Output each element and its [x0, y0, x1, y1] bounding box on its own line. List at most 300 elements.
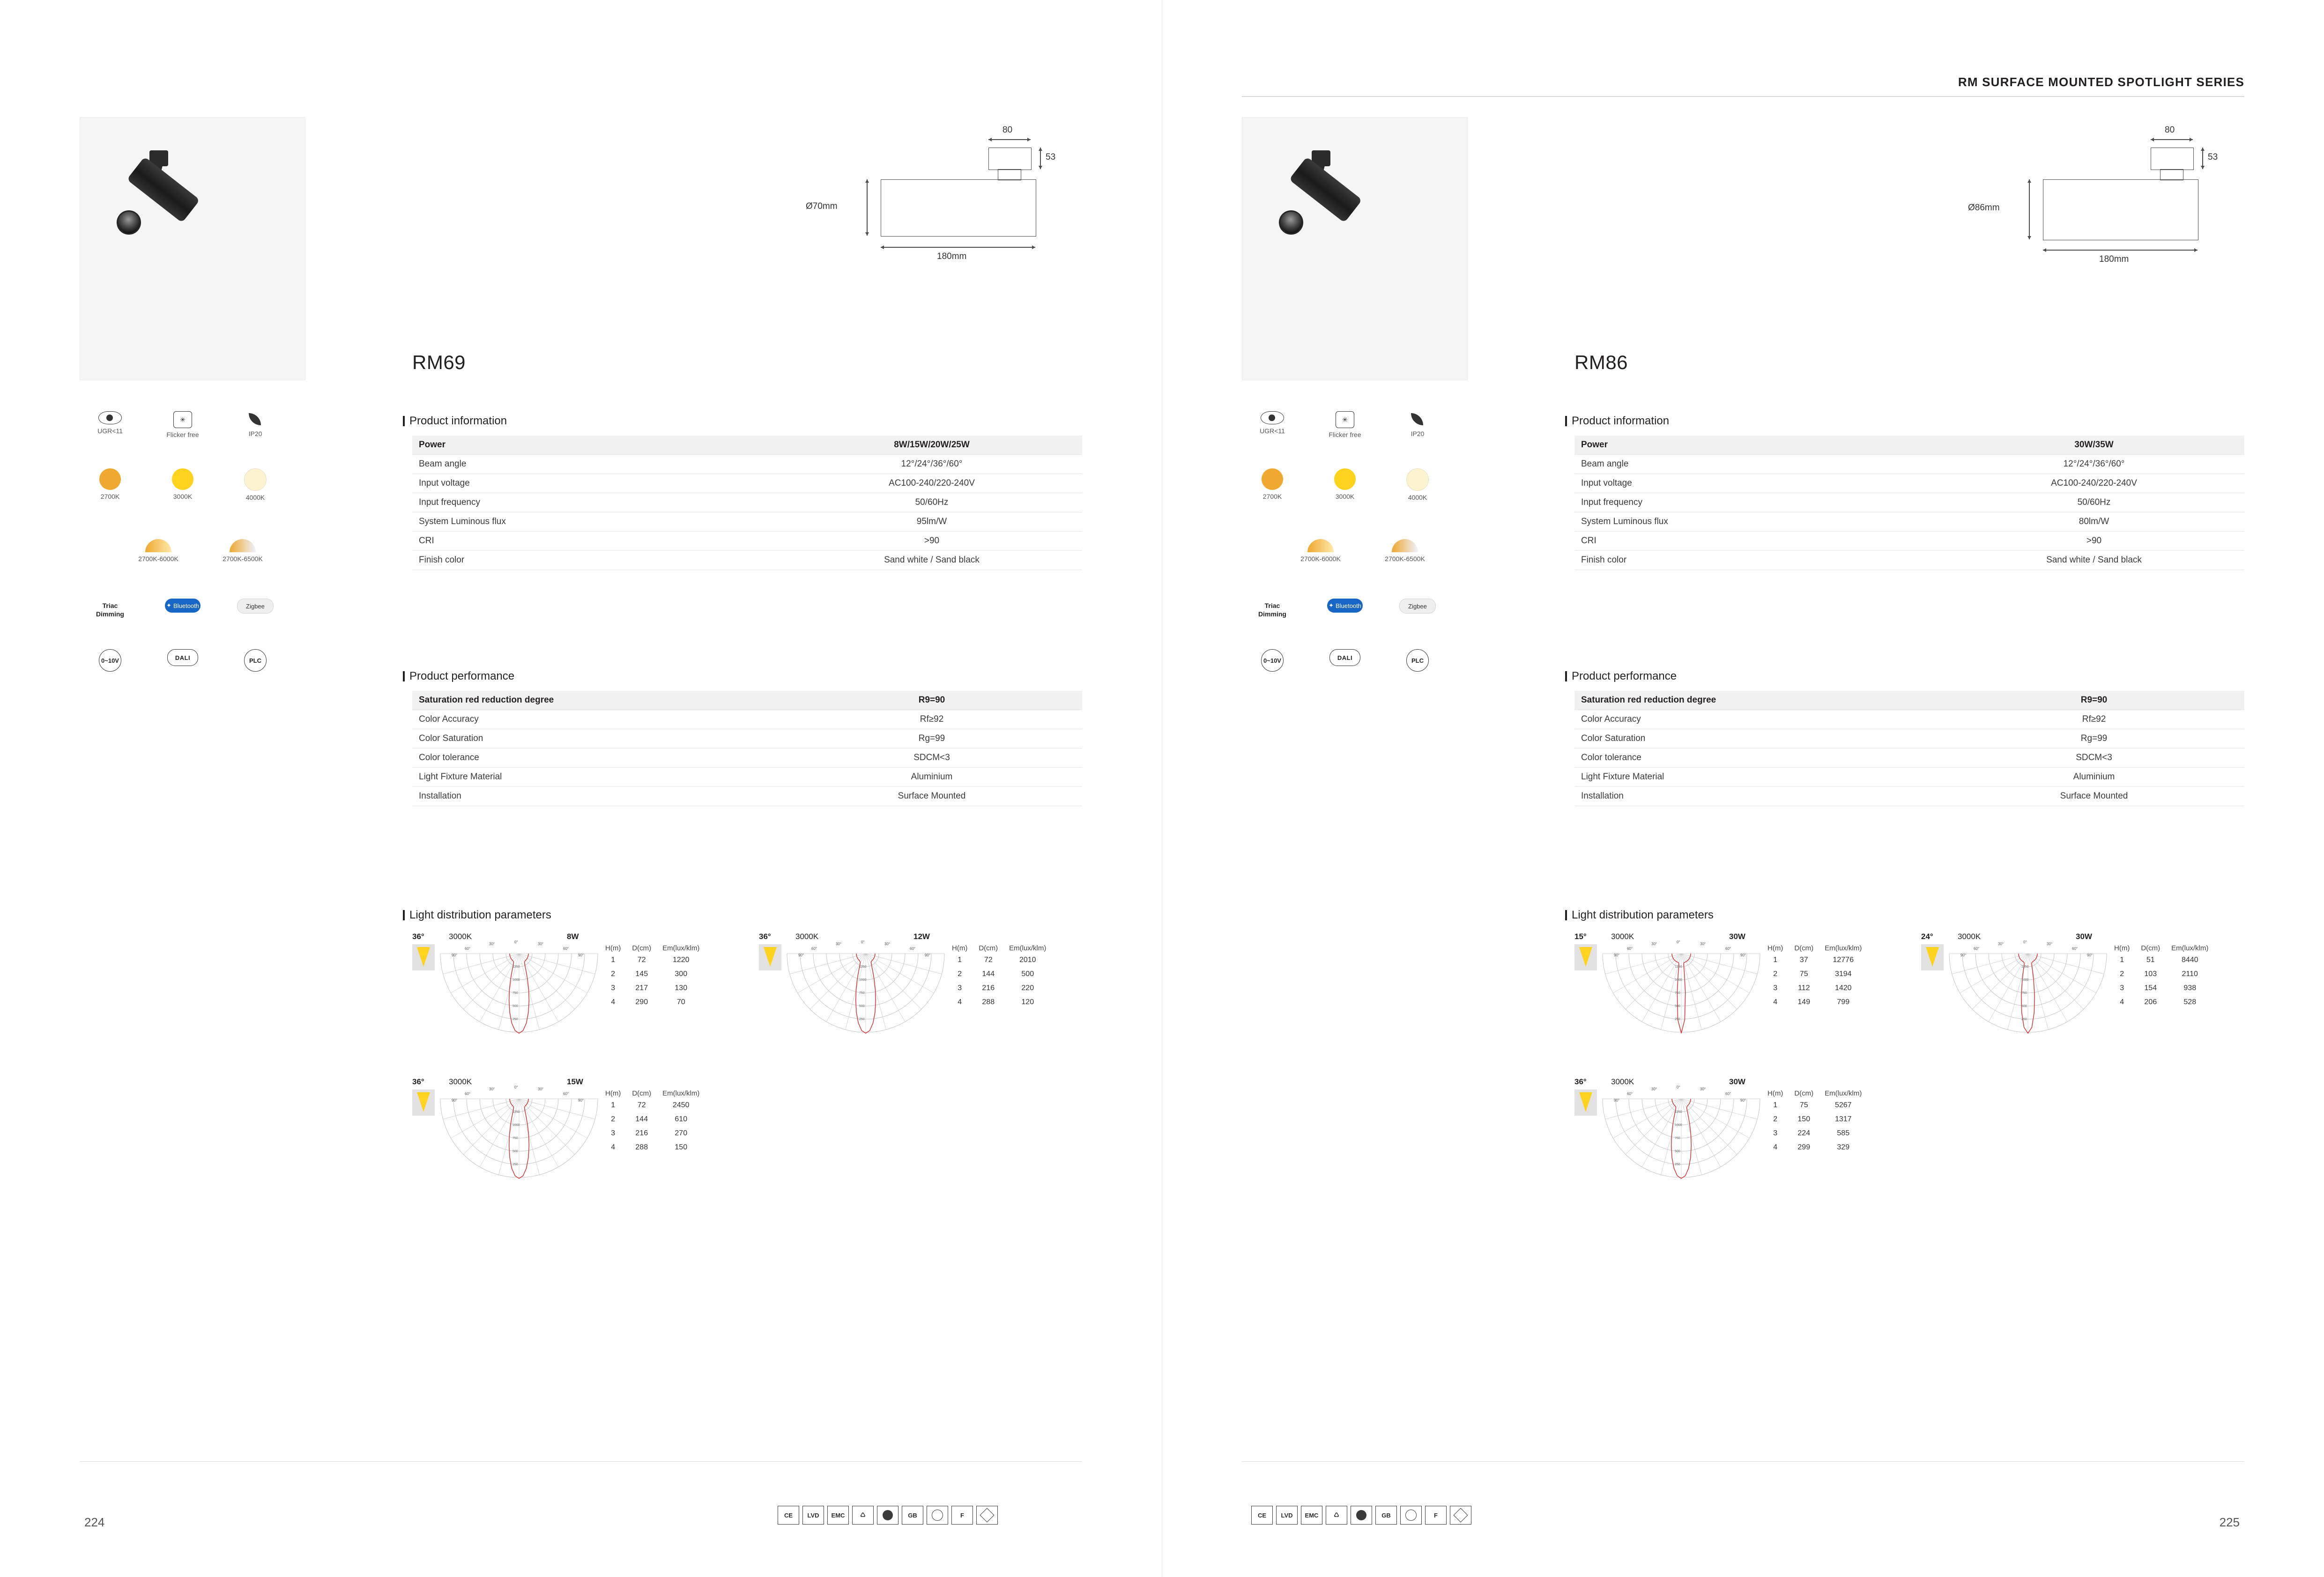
- svg-text:0°: 0°: [514, 1085, 518, 1089]
- svg-text:60°: 60°: [910, 947, 916, 951]
- ld-cell: 12776: [1833, 956, 1854, 964]
- svg-text:30°: 30°: [538, 1087, 544, 1091]
- table-row: [1574, 532, 2244, 551]
- spec-value: SDCM<3: [781, 748, 1082, 768]
- zigbee-icon: Zigbee: [237, 599, 274, 614]
- table-row: [946, 981, 1052, 995]
- svg-text:0°: 0°: [514, 940, 518, 944]
- dali-icon: DALI: [167, 649, 198, 666]
- spec-key: Power: [1574, 436, 1944, 455]
- icon-bluetooth: [148, 595, 218, 613]
- feature-icons-left: [75, 407, 337, 717]
- svg-text:750: 750: [512, 1137, 518, 1140]
- section-title-product-performance-right: Product performance: [1565, 670, 1677, 683]
- svg-text:500: 500: [2021, 1005, 2027, 1008]
- tunable-white-icon-4: [1392, 539, 1418, 552]
- ld-beam-angle: 36°: [412, 1077, 424, 1086]
- svg-text:90°: 90°: [1740, 1098, 1746, 1103]
- ld-cell: 300: [675, 970, 688, 978]
- spec-body-perf-left: [412, 691, 1082, 806]
- table-row: [1574, 691, 2244, 710]
- svg-text:60°: 60°: [1627, 1092, 1633, 1096]
- svg-text:90°: 90°: [1614, 1098, 1620, 1103]
- icon-plc: [220, 646, 290, 672]
- svg-text:60°: 60°: [465, 947, 471, 951]
- spec-value: Sand white / Sand black: [1944, 551, 2244, 570]
- ld-cell: 528: [2183, 998, 2197, 1006]
- spec-value: R9=90: [1944, 691, 2244, 710]
- ld-cell: 154: [2144, 984, 2157, 992]
- table-row: [412, 691, 1082, 710]
- svg-text:250: 250: [1675, 1018, 1680, 1021]
- spec-value: Rf≥92: [781, 710, 1082, 729]
- svg-text:60°: 60°: [1974, 947, 1980, 951]
- table-row: [1574, 474, 2244, 493]
- drop-icon: [246, 411, 265, 427]
- spec-key: Finish color: [1574, 551, 1944, 570]
- spec-value: R9=90: [781, 691, 1082, 710]
- ld-column-header: H(m): [2114, 944, 2130, 952]
- ld-cell: 938: [2183, 984, 2197, 992]
- cct-2700-swatch-2: [1262, 468, 1283, 490]
- ld-column-header: D(cm): [979, 944, 998, 952]
- ld-cell: 150: [1797, 1115, 1811, 1123]
- ld-wattage: 30W: [1729, 932, 1745, 941]
- spec-value: AC100-240/220-240V: [781, 474, 1082, 493]
- svg-text:1250: 1250: [2021, 965, 2029, 969]
- ld-cell: 130: [675, 984, 688, 992]
- icon-triac-dimming: Triac Dimming: [96, 602, 124, 618]
- cert-ccc-icon-2: [1400, 1506, 1422, 1525]
- ld-cell: 1: [2120, 956, 2124, 964]
- table-row: [412, 748, 1082, 768]
- spec-table-information-left: [412, 436, 1082, 570]
- table-row: [1574, 551, 2244, 570]
- ld-column-header: Em(lux/klm): [1009, 944, 1047, 952]
- ld-column-header: Em(lux/klm): [1825, 1089, 1862, 1097]
- table-row: [600, 967, 705, 981]
- spec-key: Color tolerance: [412, 748, 781, 768]
- ld-cell: 149: [1797, 998, 1811, 1006]
- ld-cell: 72: [637, 1101, 646, 1109]
- cert-ccc-icon: [927, 1506, 948, 1525]
- table-row: [1574, 512, 2244, 532]
- spec-key: Input voltage: [412, 474, 781, 493]
- spec-key: Saturation red reduction degree: [1574, 691, 1944, 710]
- table-row: [2109, 995, 2214, 1009]
- svg-text:250: 250: [1675, 1163, 1680, 1166]
- model-name-right: RM86: [1574, 351, 1628, 373]
- ld-cell: 4: [611, 1143, 616, 1151]
- light-distribution-block: [1574, 932, 1902, 1068]
- ld-cell: 3194: [1834, 970, 1852, 978]
- ld-cell: 270: [675, 1129, 688, 1137]
- ld-cell: 2010: [1019, 956, 1036, 964]
- section-title-light-distribution-right: Light distribution parameters: [1565, 909, 1714, 922]
- table-row: [1762, 1112, 1867, 1126]
- table-row: [1762, 953, 1867, 967]
- svg-text:90°: 90°: [925, 953, 931, 957]
- ld-cell: 4: [2120, 998, 2124, 1006]
- icon-tunable-2700-6500: 2700K-6500K: [196, 532, 290, 563]
- ld-cell: 3: [1773, 984, 1778, 992]
- v0-10-icon: 0~10V: [99, 649, 121, 672]
- table-row: [1574, 436, 2244, 455]
- cert-rohs-icon-2: ♺: [1326, 1506, 1347, 1525]
- table-row: [412, 551, 1082, 570]
- light-distribution-block: [1921, 932, 2249, 1068]
- svg-text:60°: 60°: [811, 947, 817, 951]
- ld-cell: 2: [611, 1115, 616, 1123]
- ld-cell: 75: [1799, 970, 1808, 978]
- page-number-right: 225: [2219, 1515, 2240, 1529]
- ld-column-header: D(cm): [1794, 1089, 1814, 1097]
- svg-text:30°: 30°: [538, 942, 544, 946]
- icon-tunable-2700-6500-2: 2700K-6500K: [1358, 532, 1452, 563]
- page-number-left: 224: [84, 1515, 105, 1529]
- svg-text:90°: 90°: [1740, 953, 1746, 957]
- bluetooth-icon-2: ✦ Bluetooth: [1327, 599, 1363, 613]
- svg-text:500: 500: [1675, 1150, 1680, 1153]
- svg-text:0°: 0°: [861, 940, 865, 944]
- cert-emc-icon: EMC: [827, 1506, 849, 1525]
- dim-top-width-left: 80: [1002, 125, 1013, 135]
- spec-key: Color Saturation: [1574, 729, 1944, 748]
- svg-text:30°: 30°: [836, 942, 842, 946]
- spec-table-performance-left: [412, 691, 1082, 806]
- svg-text:60°: 60°: [1627, 947, 1633, 951]
- spotlight-illustration: [108, 146, 211, 267]
- svg-text:250: 250: [859, 1018, 865, 1021]
- footer-rule-right: [1242, 1461, 2244, 1462]
- icon-cct-2700k: 2700K: [75, 468, 145, 501]
- cert-ce-icon-2: CE: [1251, 1506, 1273, 1525]
- certification-marks-right: [1251, 1506, 1471, 1525]
- spec-key: System Luminous flux: [1574, 512, 1944, 532]
- ld-column-header: Em(lux/klm): [662, 944, 700, 952]
- ld-cell: 3: [611, 1129, 616, 1137]
- ld-data-table: [600, 943, 705, 1009]
- ld-column-header: H(m): [605, 944, 621, 952]
- footer-rule-left: [80, 1461, 1082, 1462]
- svg-text:1000: 1000: [512, 978, 520, 982]
- svg-text:60°: 60°: [563, 947, 569, 951]
- spec-key: Light Fixture Material: [412, 768, 781, 787]
- ld-cell: 1420: [1834, 984, 1852, 992]
- cert-f-icon-2: F: [1425, 1506, 1447, 1525]
- cct-4000-swatch-2: [1406, 468, 1429, 491]
- ld-cell: 3: [958, 984, 962, 992]
- table-row: [1762, 1098, 1867, 1112]
- table-row: [412, 768, 1082, 787]
- ld-cell: 1: [958, 956, 962, 964]
- icon-0-10v-2: [1237, 646, 1307, 672]
- table-row: [1574, 710, 2244, 729]
- svg-text:250: 250: [512, 1018, 518, 1021]
- product-photo-right: [1242, 117, 1468, 380]
- icon-cct-3000k-2: 3000K: [1310, 468, 1380, 501]
- ld-beam-angle: 36°: [1574, 1077, 1587, 1086]
- ld-cell: 3: [2120, 984, 2124, 992]
- spec-key: Color tolerance: [1574, 748, 1944, 768]
- ld-cell: 1317: [1834, 1115, 1852, 1123]
- cct-3000-swatch-2: [1334, 468, 1356, 490]
- icon-ugr-2: UGR<11: [1237, 407, 1307, 436]
- table-row: [2109, 953, 2214, 967]
- table-row: [412, 436, 1082, 455]
- ld-cell: 288: [982, 998, 995, 1006]
- svg-text:1000: 1000: [859, 978, 867, 982]
- ld-cell: 216: [982, 984, 995, 992]
- ld-column-header: H(m): [1767, 944, 1783, 952]
- polar-diagram: [795, 942, 936, 1041]
- table-row: [412, 493, 1082, 512]
- spec-value: Aluminium: [781, 768, 1082, 787]
- light-distribution-block: [759, 932, 1087, 1068]
- spec-value: Surface Mounted: [781, 787, 1082, 806]
- ld-data-table: [1762, 1088, 1867, 1155]
- spec-value: Rg=99: [1944, 729, 2244, 748]
- svg-text:90°: 90°: [452, 953, 458, 957]
- svg-text:30°: 30°: [1998, 942, 2004, 946]
- spec-value: 50/60Hz: [1944, 493, 2244, 512]
- spec-value: 80lm/W: [1944, 512, 2244, 532]
- svg-text:500: 500: [859, 1005, 865, 1008]
- svg-text:250: 250: [2021, 1018, 2027, 1021]
- page-right: [1162, 0, 2324, 1577]
- table-row: [1574, 748, 2244, 768]
- table-row: [600, 953, 705, 967]
- ld-cell: 70: [676, 998, 685, 1006]
- dim-top-height-left: 53: [1046, 152, 1056, 162]
- ld-cell: 290: [635, 998, 648, 1006]
- spec-value: Rg=99: [781, 729, 1082, 748]
- svg-text:1000: 1000: [1675, 978, 1682, 982]
- spec-body-info-right: [1574, 436, 2244, 570]
- flicker-icon-2: ✳: [1336, 411, 1354, 428]
- svg-text:1000: 1000: [2021, 978, 2029, 982]
- ld-wattage: 12W: [913, 932, 930, 941]
- model-name-left: RM69: [412, 351, 466, 373]
- svg-text:60°: 60°: [1725, 947, 1731, 951]
- spec-value: Rf≥92: [1944, 710, 2244, 729]
- tunable-white-icon-2: [230, 539, 256, 552]
- tunable-white-icon-3: [1307, 539, 1334, 552]
- ld-cell: 220: [1021, 984, 1034, 992]
- polar-diagram: [1611, 942, 1752, 1041]
- ld-wattage: 15W: [567, 1077, 583, 1086]
- table-row: [412, 512, 1082, 532]
- table-row: [2109, 981, 2214, 995]
- svg-text:30°: 30°: [2047, 942, 2053, 946]
- ld-cct: 3000K: [1958, 932, 1981, 941]
- table-row: [1574, 493, 2244, 512]
- cct-2700-swatch: [99, 468, 121, 490]
- ld-cell: 1: [1773, 1101, 1778, 1109]
- table-row: [600, 1098, 705, 1112]
- header-rule: [1242, 96, 2244, 97]
- spec-value: 50/60Hz: [781, 493, 1082, 512]
- svg-text:90°: 90°: [2087, 953, 2093, 957]
- ld-cell: 145: [635, 970, 648, 978]
- spec-value: >90: [1944, 532, 2244, 551]
- table-row: [600, 1112, 705, 1126]
- ld-cell: 217: [635, 984, 648, 992]
- svg-text:60°: 60°: [2072, 947, 2078, 951]
- cert-lvd-icon: LVD: [802, 1506, 824, 1525]
- icon-0-10v: [75, 646, 145, 672]
- icon-zigbee: [220, 595, 290, 614]
- spec-key: Beam angle: [1574, 455, 1944, 474]
- dim-length-left: 180mm: [937, 252, 967, 261]
- ld-cell: 4: [1773, 998, 1778, 1006]
- ld-beam-angle: 36°: [759, 932, 771, 941]
- table-row: [412, 532, 1082, 551]
- svg-text:1250: 1250: [512, 965, 520, 969]
- ld-data-table: [946, 943, 1052, 1009]
- section-title-product-information-left: Product information: [403, 415, 507, 428]
- ld-column-header: D(cm): [1794, 944, 1814, 952]
- plc-icon: PLC: [244, 649, 267, 672]
- table-row: [412, 729, 1082, 748]
- spec-value: 12°/24°/36°/60°: [1944, 455, 2244, 474]
- ld-cell: 2110: [2182, 970, 2198, 978]
- polar-diagram: [449, 942, 589, 1041]
- cert-gb-icon-2: GB: [1375, 1506, 1397, 1525]
- cert-f-icon: F: [951, 1506, 973, 1525]
- ld-beam-angle: 36°: [412, 932, 424, 941]
- svg-text:750: 750: [859, 992, 865, 995]
- spec-key: Color Accuracy: [412, 710, 781, 729]
- ld-column-header: D(cm): [2141, 944, 2161, 952]
- ld-cell: 1: [1773, 956, 1778, 964]
- cert-emc-icon-2: EMC: [1301, 1506, 1322, 1525]
- icon-tunable-2700-6000-2: 2700K-6000K: [1274, 532, 1367, 563]
- cert-rohs-icon: ♺: [852, 1506, 874, 1525]
- table-row: [1762, 995, 1867, 1009]
- ld-column-header: H(m): [952, 944, 968, 952]
- svg-text:60°: 60°: [1725, 1092, 1731, 1096]
- eye-icon: [98, 411, 122, 424]
- section-title-product-information-right: Product information: [1565, 415, 1669, 428]
- spec-key: Power: [412, 436, 781, 455]
- svg-text:60°: 60°: [563, 1092, 569, 1096]
- svg-text:90°: 90°: [1960, 953, 1967, 957]
- table-row: [412, 710, 1082, 729]
- svg-text:500: 500: [512, 1005, 518, 1008]
- icon-cct-3000k: 3000K: [148, 468, 218, 501]
- light-distribution-block: [412, 1077, 740, 1213]
- ld-cell: 2: [1773, 1115, 1778, 1123]
- flicker-icon: ✳: [173, 411, 192, 428]
- spec-key: Saturation red reduction degree: [412, 691, 781, 710]
- icon-cct-4000k-2: 4000K: [1382, 468, 1453, 502]
- v0-10-icon-2: 0~10V: [1261, 649, 1284, 672]
- svg-text:500: 500: [512, 1150, 518, 1153]
- table-row: [600, 981, 705, 995]
- svg-text:90°: 90°: [578, 953, 584, 957]
- svg-text:0°: 0°: [1677, 940, 1680, 944]
- ld-cell: 585: [1837, 1129, 1850, 1137]
- spec-value: 95lm/W: [781, 512, 1082, 532]
- svg-text:30°: 30°: [489, 1087, 495, 1091]
- dimension-drawing-right: [1968, 119, 2268, 316]
- table-row: [1762, 967, 1867, 981]
- icon-dali: [148, 646, 218, 666]
- icon-zigbee-2: [1382, 595, 1453, 614]
- svg-text:1000: 1000: [512, 1124, 520, 1127]
- cct-3000-swatch: [172, 468, 193, 490]
- svg-text:30°: 30°: [884, 942, 891, 946]
- svg-text:500: 500: [1675, 1005, 1680, 1008]
- icon-dali-2: [1310, 646, 1380, 666]
- beam-thumbnail-icon: [759, 944, 781, 970]
- beam-thumbnail-icon: [1574, 1089, 1597, 1116]
- ld-cell: 37: [1799, 956, 1808, 964]
- ld-cell: 500: [1021, 970, 1034, 978]
- ld-cell: 2: [1773, 970, 1778, 978]
- ld-column-header: H(m): [605, 1089, 621, 1097]
- icon-ip20-2: IP20: [1382, 407, 1453, 438]
- ld-wattage: 30W: [2076, 932, 2092, 941]
- table-row: [412, 787, 1082, 806]
- ld-cct: 3000K: [1611, 1077, 1634, 1086]
- svg-text:30°: 30°: [1651, 942, 1657, 946]
- svg-text:1250: 1250: [1675, 965, 1682, 969]
- icon-plc-2: [1382, 646, 1453, 672]
- ld-cell: 216: [635, 1129, 648, 1137]
- ld-column-header: Em(lux/klm): [2171, 944, 2209, 952]
- dim-diameter-left: Ø70mm: [806, 201, 838, 211]
- table-row: [2109, 967, 2214, 981]
- svg-text:30°: 30°: [1700, 942, 1706, 946]
- ld-cct: 3000K: [449, 932, 472, 941]
- icon-cct-2700k-2: 2700K: [1237, 468, 1307, 501]
- spec-key: CRI: [1574, 532, 1944, 551]
- svg-text:750: 750: [512, 992, 518, 995]
- feature-icons-right: [1237, 407, 1500, 717]
- svg-text:750: 750: [2021, 992, 2027, 995]
- ld-cell: 72: [637, 956, 646, 964]
- ld-wattage: 30W: [1729, 1077, 1745, 1086]
- svg-text:90°: 90°: [1614, 953, 1620, 957]
- ld-cell: 4: [1773, 1143, 1778, 1151]
- icon-ugr: UGR<11: [75, 407, 145, 436]
- spec-key: Input frequency: [412, 493, 781, 512]
- header-title: RM SURFACE MOUNTED SPOTLIGHT SERIES: [1958, 75, 2244, 89]
- icon-cct-4000k: 4000K: [220, 468, 290, 502]
- ld-cell: 144: [982, 970, 995, 978]
- ld-cell: 1: [611, 1101, 616, 1109]
- spec-value: 12°/24°/36°/60°: [781, 455, 1082, 474]
- spec-value: AC100-240/220-240V: [1944, 474, 2244, 493]
- ld-column-header: D(cm): [632, 1089, 652, 1097]
- icon-tunable-2700-6000: 2700K-6000K: [111, 532, 205, 563]
- icon-ip20: IP20: [220, 407, 290, 438]
- ld-cell: 8440: [2181, 956, 2198, 964]
- ld-cell: 4: [958, 998, 962, 1006]
- ld-cell: 2: [611, 970, 616, 978]
- ld-cell: 103: [2144, 970, 2157, 978]
- ld-cell: 5267: [1834, 1101, 1852, 1109]
- svg-text:30°: 30°: [1651, 1087, 1657, 1091]
- beam-thumbnail-icon: [1574, 944, 1597, 970]
- ld-data-table: [2109, 943, 2214, 1009]
- svg-text:0°: 0°: [2023, 940, 2027, 944]
- table-row: [1762, 981, 1867, 995]
- svg-text:1250: 1250: [859, 965, 867, 969]
- ld-data-table: [1762, 943, 1867, 1009]
